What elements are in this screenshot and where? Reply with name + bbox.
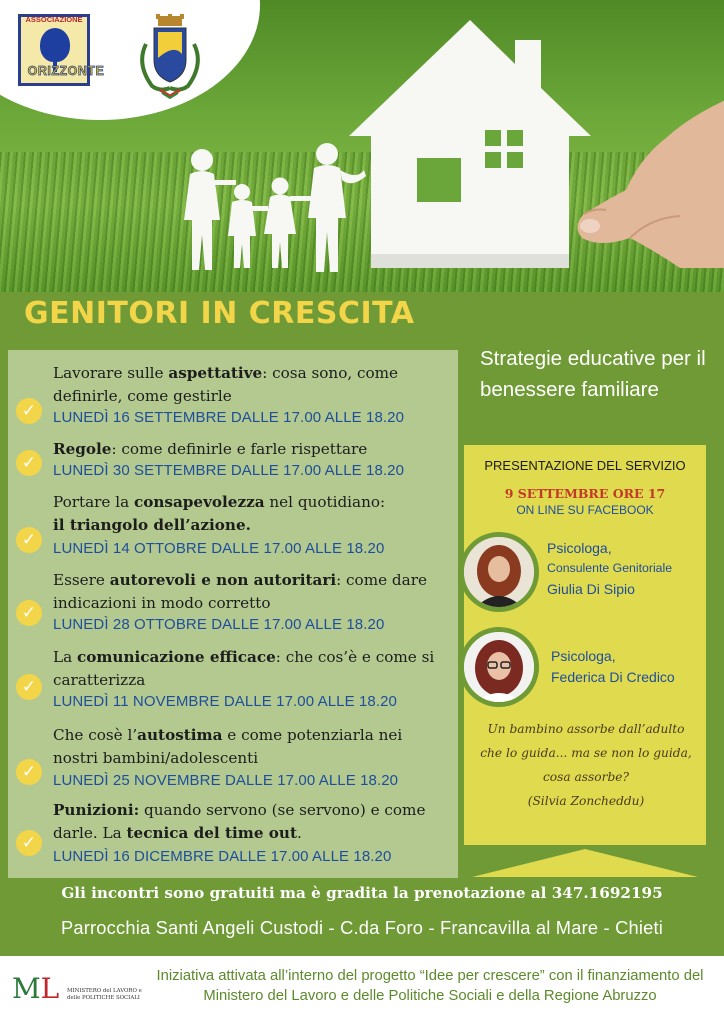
- quote: [472, 717, 700, 813]
- portrait-woman-glasses: [464, 632, 534, 702]
- topic-description: Lavorare sulle aspettative: cosa sono, come definirle, come gestirle: [53, 364, 399, 405]
- topic-date: LUNEDÌ 25 NOVEMBRE DALLE 17.00 ALLE 18.20: [53, 772, 399, 789]
- topic-description: Essere autorevoli e non autoritari: come dare indicazioni in modo corretto: [53, 571, 427, 612]
- tree-icon: [40, 28, 70, 62]
- ministry-logo-text: MINISTERO del LAVORO e delle POLITICHE SOCIALI: [67, 988, 142, 1001]
- association-logo-name: ORIZZONTE: [27, 64, 105, 78]
- topic-keyword: autorevoli e non autoritari: [109, 571, 337, 589]
- topic-keyword: comunicazione efficace: [76, 648, 276, 666]
- municipal-coat-of-arms-icon: [134, 14, 206, 100]
- check-circle-icon: ✓: [16, 759, 42, 785]
- topic-date: LUNEDÌ 28 OTTOBRE DALLE 17.00 ALLE 18.20: [53, 616, 385, 633]
- hero-photo: [0, 0, 724, 292]
- avatar: [459, 532, 539, 612]
- topics-panel: [8, 350, 458, 878]
- ministry-logo-initials: ML: [12, 972, 60, 1005]
- check-circle-icon: ✓: [16, 830, 42, 856]
- paper-house-image: [345, 18, 595, 280]
- paper-family-image: [172, 140, 372, 280]
- psychologist-name: Federica Di Credico: [551, 669, 675, 685]
- psychologist-name: Giulia Di Sipio: [547, 581, 635, 597]
- check-circle-icon: ✓: [16, 450, 42, 476]
- avatar: [459, 627, 539, 707]
- service-presentation-title: PRESENTAZIONE DEL SERVIZIO: [484, 458, 686, 473]
- subtitle: Strategie educative per il benessere familiare: [480, 347, 706, 401]
- quote-line: che lo guida... ma se non lo guida,: [480, 746, 692, 760]
- quote-author: (Silvia Zoncheddu): [527, 794, 645, 808]
- booking-notice: Gli incontri sono gratuiti ma è gradita la prenotazione al 347.1692195: [61, 884, 663, 902]
- quote-line: Un bambino assorbe dall’adulto: [487, 722, 685, 736]
- topic-date: LUNEDÌ 16 DICEMBRE DALLE 17.00 ALLE 18.20: [53, 848, 392, 865]
- service-presentation-channel: ON LINE SU FACEBOOK: [516, 503, 654, 517]
- portrait-woman-curly-hair: [464, 537, 534, 607]
- topic-keyword: autostima: [137, 726, 223, 744]
- topic-date: LUNEDÌ 30 SETTEMBRE DALLE 17.00 ALLE 18.20: [53, 462, 405, 479]
- event-location: Parrocchia Santi Angeli Custodi - C.da Foro - Francavilla al Mare - Chieti: [60, 917, 664, 938]
- topic-description: Portare la consapevolezza nel quotidiano: il triangolo dell’azione.: [53, 493, 386, 534]
- quote-line: cosa assorbe?: [542, 770, 630, 784]
- check-circle-icon: ✓: [16, 600, 42, 626]
- hand-image: [570, 98, 724, 268]
- ministry-logo: [12, 972, 142, 1012]
- check-circle-icon: ✓: [16, 527, 42, 553]
- check-circle-icon: ✓: [16, 398, 42, 424]
- psychologist-info: [547, 538, 672, 600]
- topic-keyword: aspettative: [168, 364, 263, 382]
- topic-date: LUNEDÌ 14 OTTOBRE DALLE 17.00 ALLE 18.20: [53, 540, 385, 557]
- topic-keyword: il triangolo dell’azione.: [53, 516, 251, 534]
- topic-keyword: Punizioni:: [53, 801, 140, 819]
- service-presentation-date: 9 SETTEMBRE ORE 17: [504, 486, 666, 501]
- topic-keyword: consapevolezza: [133, 493, 265, 511]
- psychologist-role: Psicologa,: [547, 540, 612, 556]
- topic-keyword: tecnica del time out: [126, 824, 297, 842]
- initiative-note: Iniziativa attivata all’interno del progetto “Idee per crescere” con il finanziamento del Ministero del Lavoro e delle Politiche Sociali e della Regione Abruzzo: [156, 968, 704, 1004]
- ribbon-tail: [464, 845, 706, 879]
- topic-description: La comunicazione efficace: che cos’è e come si caratterizza: [53, 648, 435, 689]
- topic-description: Regole: come definirle e farle rispettare: [53, 440, 368, 458]
- topic-description: Che cosè l’autostima e come potenziarla nei nostri bambini/adolescenti: [53, 726, 403, 767]
- page-title: GENITORI IN CRESCITA: [24, 296, 415, 331]
- topic-date: LUNEDÌ 11 NOVEMBRE DALLE 17.00 ALLE 18.20: [53, 693, 398, 710]
- check-circle-icon: ✓: [16, 674, 42, 700]
- association-logo: [18, 14, 112, 90]
- psychologist-info: [551, 646, 675, 688]
- topic-date: LUNEDÌ 16 SETTEMBRE DALLE 17.00 ALLE 18.20: [53, 409, 405, 426]
- association-logo-top-word: ASSOCIAZIONE: [25, 15, 83, 24]
- psychologist-specialization: Consulente Genitoriale: [547, 561, 673, 575]
- topic-description: Punizioni: quando servono (se servono) e come darle. La tecnica del time out.: [53, 801, 426, 842]
- topic-keyword: Regole: [53, 440, 112, 458]
- psychologist-role: Psicologa,: [551, 648, 616, 664]
